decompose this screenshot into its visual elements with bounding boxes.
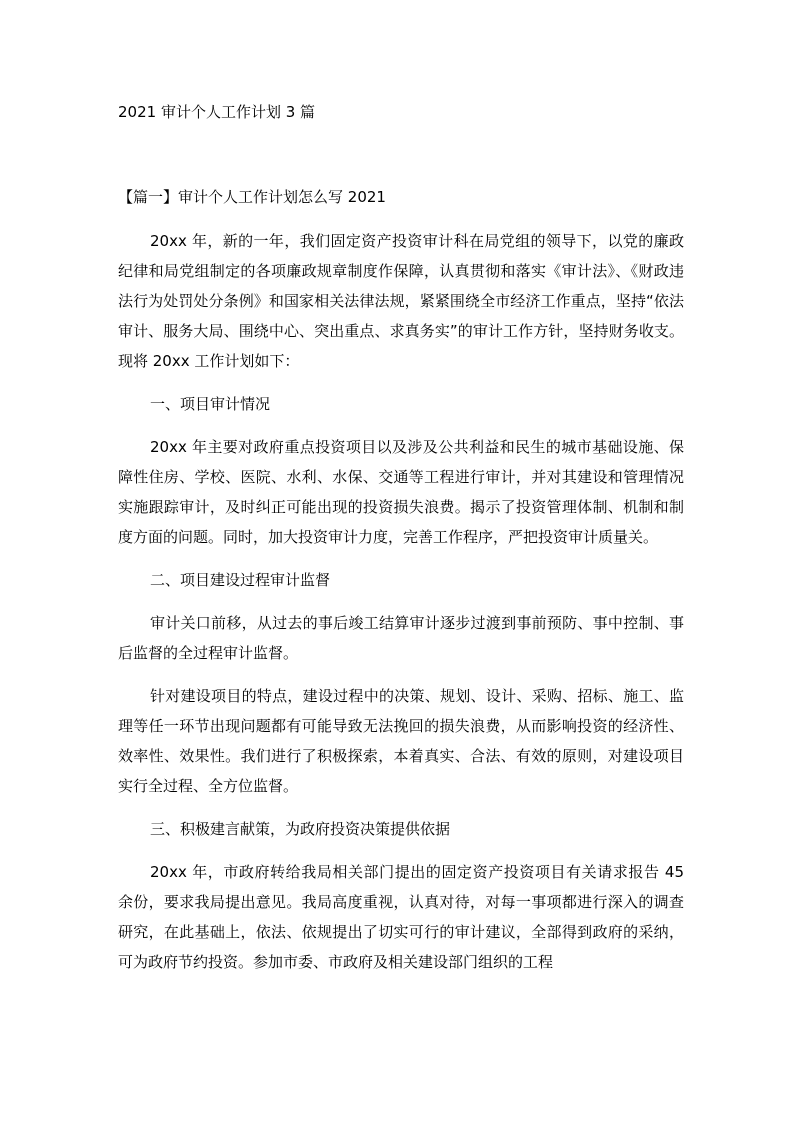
subheading-project-audit: 一、项目审计情况 — [150, 395, 271, 413]
document-title: 2021 审计个人工作计划 3 篇 — [118, 103, 316, 121]
subheading-advice: 三、积极建言献策，为政府投资决策提供依据 — [150, 820, 451, 838]
paragraph-intro: 20xx 年，新的一年，我们固定资产投资审计科在局党组的领导下，以党的廉政纪律和局党组制定的各项廉政规章制度作保障，认真贯彻和落实《审计法》、《财政违法行为处罚处分条例》和国家相关法律法规，紧紧围绕全市经济工作重点，坚持“依法审计、服务大局、围绕中心、突出重点、求真务实”的审计工作方针，坚持财务收支。现将 20xx 工作计划如下： — [118, 232, 684, 370]
paragraph-advice: 20xx 年，市政府转给我局相关部门提出的固定资产投资项目有关请求报告 45 余份，要求我局提出意见。我局高度重视，认真对待，对每一事项都进行深入的调查研究，在此基础上，依法、依规提出了切实可行的审计建议，全部得到政府的采纳，可为政府节约投资。参加市委、市政府及相关建设部门组织的工程 — [118, 863, 684, 971]
paragraph-process-audit: 审计关口前移，从过去的事后竣工结算审计逐步过渡到事前预防、事中控制、事后监督的全过程审计监督。 — [118, 614, 684, 662]
paragraph-project-audit: 20xx 年主要对政府重点投资项目以及涉及公共利益和民生的城市基础设施、保障性住房、学校、医院、水利、水保、交通等工程进行审计，并对其建设和管理情况实施跟踪审计，及时纠正可能出现的投资损失浪费。揭示了投资管理体制、机制和制度方面的问题。同时，加大投资审计力度，完善工作程序，严把投资审计质量关。 — [118, 438, 684, 546]
paragraph-construction-supervision: 针对建设项目的特点，建设过程中的决策、规划、设计、采购、招标、施工、监理等任一环节出现问题都有可能导致无法挽回的损失浪费，从而影响投资的经济性、效率性、效果性。我们进行了积极探索，本着真实、合法、有效的原则，对建设项目实行全过程、全方位监督。 — [118, 687, 684, 795]
subheading-process-audit: 二、项目建设过程审计监督 — [150, 571, 331, 589]
section-heading: 【篇一】审计个人工作计划怎么写 2021 — [118, 188, 386, 206]
document-body — [118, 226, 684, 977]
